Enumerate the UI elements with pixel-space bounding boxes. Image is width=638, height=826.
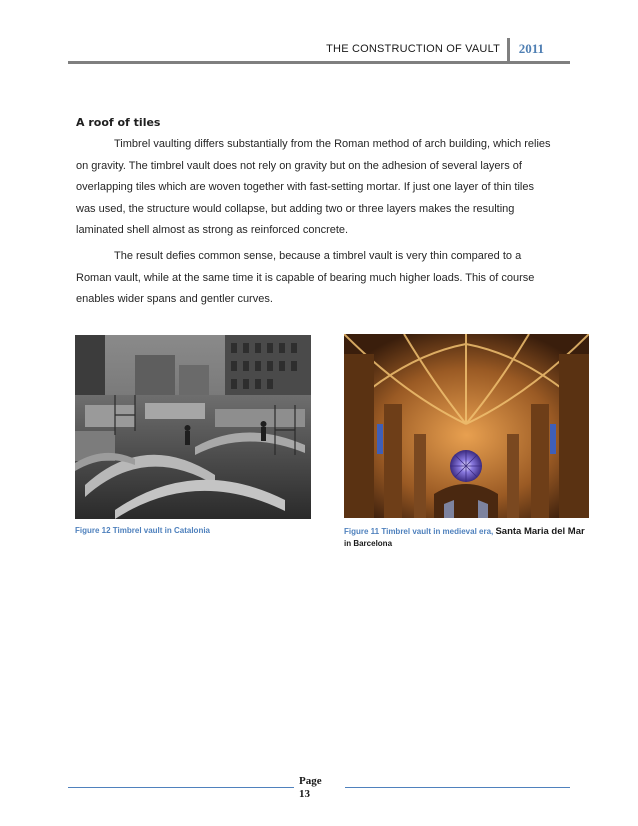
header-separator (507, 38, 510, 62)
paragraph-1: Timbrel vaulting differs substantially from the Roman method of arch building, which relies on gravity. The timbrel vault does not rely on gravity but on the adhesion of several layers of overlapping tiles which are woven together with fast-setting mortar. If just one layer of thin tiles was used, the structure would collapse, but adding two or three layers makes the resulting laminated shell almost as strong as reinforced concrete. (76, 138, 551, 237)
catalonia-photo-illustration (75, 335, 311, 519)
header-title: THE CONSTRUCTION OF VAULT (326, 43, 500, 55)
figure-photo-santa-maria-del-mar (344, 334, 589, 518)
header-year: 2011 (518, 41, 544, 56)
footer-page-value: 13 (299, 788, 310, 800)
figure-12-caption: Figure 12 Timbrel vault in Catalonia (75, 526, 210, 535)
footer-page-label: Page (299, 775, 322, 787)
header-rule (68, 61, 570, 64)
figure-11-caption (344, 526, 589, 550)
footer-page-number (299, 775, 339, 801)
footer-rule-right (345, 787, 570, 788)
page-header (68, 36, 570, 64)
cathedral-photo-illustration (344, 334, 589, 518)
footer-rule-left (68, 787, 294, 788)
figure-11-caption-place: Santa Maria del Mar (495, 526, 585, 537)
figure-11-caption-prefix: Figure 11 Timbrel vault in medieval era, (344, 527, 496, 536)
figure-11-caption-suffix: in Barcelona (344, 539, 393, 548)
figure-photo-catalonia (75, 335, 311, 519)
paragraph-2: The result defies common sense, because a timbrel vault is very thin compared to a Roman vault, while at the same time it is capable of bearing much higher loads. This of course enables wider spans and gentler curves. (76, 250, 535, 306)
section-heading: A roof of tiles (76, 116, 161, 129)
